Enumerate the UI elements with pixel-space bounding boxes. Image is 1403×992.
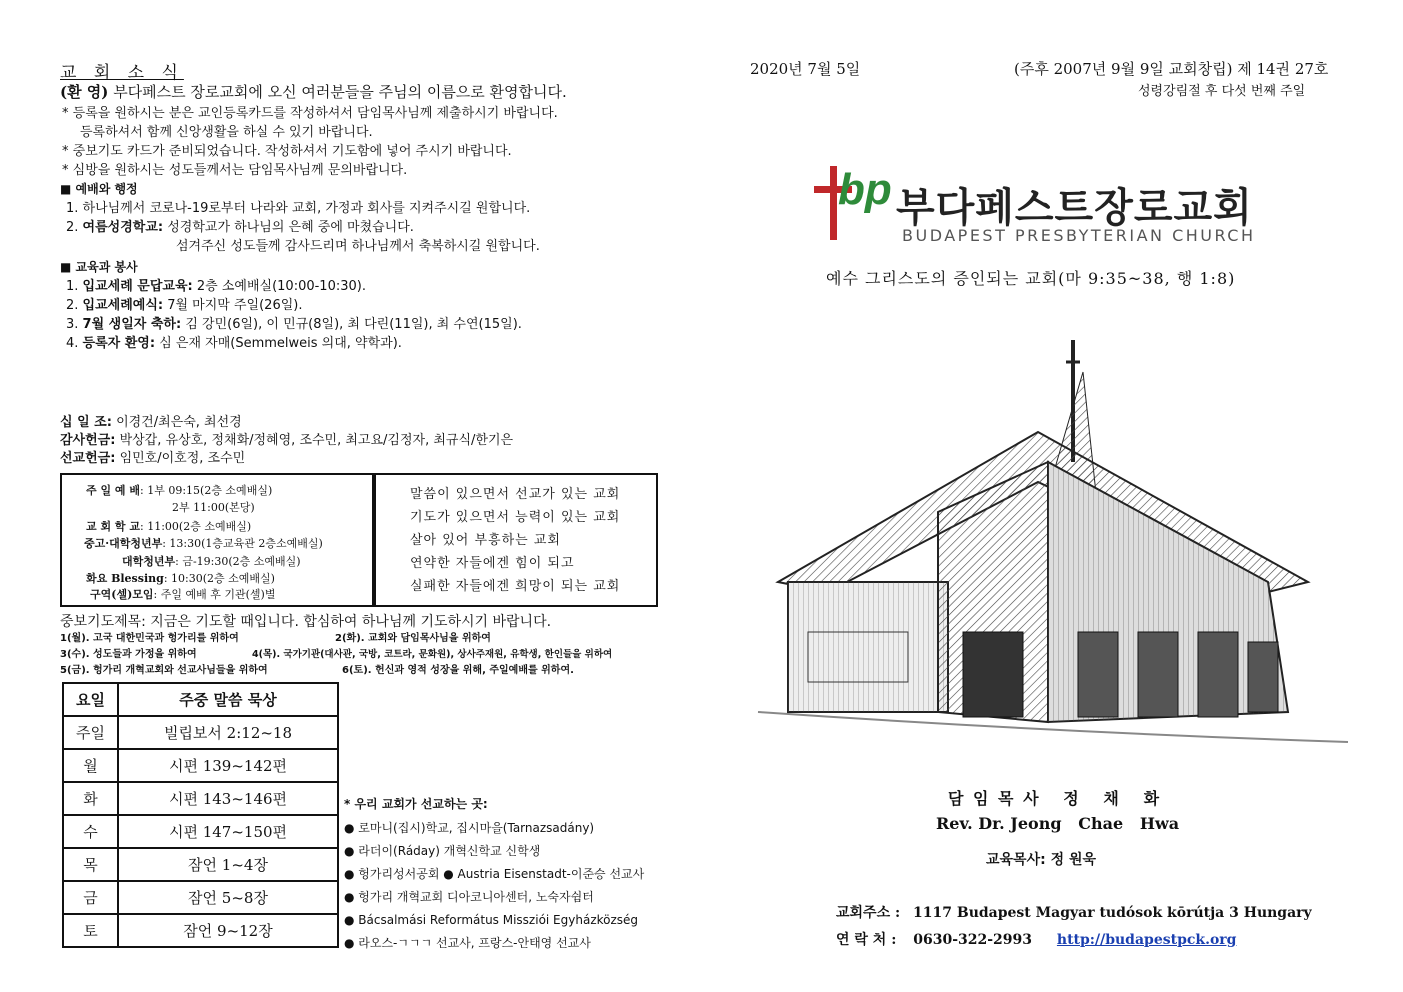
bulletin-date: 2020년 7월 5일	[750, 60, 861, 78]
church-name-ko: 부다페스트장로교회	[896, 185, 1253, 231]
senior-pastor-en: Rev. Dr. Jeong Chae Hwa	[936, 814, 1180, 833]
church-building-image	[748, 332, 1358, 750]
service-row: 구역(셀)모임: 주일 예배 후 기관(셀)별	[90, 588, 276, 601]
service-row: 주 일 예 배: 1부 09:15(2층 소예배실)	[86, 484, 273, 497]
prayer-line: 3(수). 성도들과 가정을 위하여 4(목). 국가기관(대사관, 국방, 코트라, 문화원), 상사주재원, 유학생, 한인들을 위하여	[60, 649, 613, 660]
education-pastor: 교육목사: 정 원욱	[986, 852, 1097, 868]
offering-row: 선교헌금: 임민호/이호정, 조수민	[60, 451, 246, 466]
table-header: 주중 말씀 묵상	[118, 683, 338, 716]
table-header: 요일	[63, 683, 118, 716]
logo-mark: bp	[838, 165, 892, 214]
mission-item: ● 로마니(집시)학교, 집시마을(Tarnazsadány)	[344, 821, 595, 835]
motto-line: 기도가 있으면서 능력이 있는 교회	[410, 510, 621, 525]
table-row: 토 잠언 9~12장	[63, 914, 338, 947]
senior-pastor-ko: 담 임 목 사 정 채 화	[948, 789, 1162, 808]
motto-line: 살아 있어 부흥하는 교회	[410, 533, 561, 548]
welcome-line	[60, 82, 567, 102]
mission-item: ● 헝가리 개혁교회 디아코니아센터, 노숙자쉼터	[344, 890, 594, 904]
list-item: 2. 여름성경학교: 성경학교가 하나님의 은혜 중에 마쳤습니다.	[66, 220, 414, 235]
prayer-line: 1(월). 고국 대한민국과 헝가리를 위하여 2(화). 교회와 담임목사님을 위하여	[60, 633, 491, 644]
welcome-items	[62, 104, 558, 180]
mission-list	[344, 817, 644, 955]
mission-item: ● 라더이(Ráday) 개혁신학교 신학생	[344, 844, 541, 858]
offerings	[60, 414, 513, 468]
welcome-text: 부다페스트 장로교회에 오신 여러분들을 주님의 이름으로 환영합니다.	[113, 83, 567, 101]
news-header: 교 회 소 식	[60, 63, 184, 83]
welcome-item: * 심방을 원하시는 성도들께서는 담임목사님께 문의바랍니다.	[62, 163, 408, 178]
service-row: 대학청년부: 금-19:30(2층 소예배실)	[122, 555, 301, 568]
motto-box	[374, 473, 658, 607]
mission-header: * 우리 교회가 선교하는 곳:	[344, 797, 488, 811]
issue-number: (주후 2007년 9월 9일 교회창립) 제 14권 27호	[1014, 60, 1329, 78]
welcome-tag: (환 영)	[60, 83, 109, 101]
contact-row	[836, 929, 1236, 949]
church-motto: 예수 그리스도의 증인되는 교회(마 9:35~38, 행 1:8)	[826, 269, 1236, 288]
contact-label: 연 락 처 :	[836, 932, 897, 948]
edu-header: ■ 교육과 봉사	[60, 260, 138, 274]
table-row: 수 시편 147~150편	[63, 815, 338, 848]
list-item: 섬겨주신 성도들께 감사드리며 하나님께서 축복하시길 원합니다.	[176, 239, 540, 254]
table-row: 월 시편 139~142편	[63, 749, 338, 782]
welcome-item: 등록하셔서 함께 신앙생활을 하실 수 있기 바랍니다.	[80, 125, 373, 140]
address-row	[836, 902, 1312, 922]
list-item: 3. 7월 생일자 축하: 김 강민(6일), 이 민규(8일), 최 다린(11일), 최 수연(15일).	[66, 317, 522, 332]
motto-line: 연약한 자들에겐 힘이 되고	[410, 556, 575, 571]
address-text: 1117 Budapest Magyar tudósok kōrútja 3 Hungary	[913, 905, 1312, 921]
motto-line: 실패한 자들에겐 희망이 되는 교회	[410, 579, 621, 594]
list-item: 2. 입교세례예식: 7월 마지막 주일(26일).	[66, 298, 303, 313]
table-row: 목 잠언 1~4장	[63, 848, 338, 881]
mission-item: ● Bácsalmási Református Missziói Egyházközség	[344, 913, 639, 927]
mission-item: ● 헝가리성서공회 ● Austria Eisenstadt-이준승 선교사	[344, 867, 645, 881]
address-label: 교회주소 :	[836, 905, 901, 921]
mission-item: ● 라오스-ㄱㄱㄱ 선교사, 프랑스-안태영 선교사	[344, 936, 591, 950]
service-row: 중고·대학청년부: 13:30(1층교육관 2층소예배실)	[84, 537, 323, 550]
website-link[interactable]: http://budapestpck.org	[1056, 932, 1237, 948]
offering-row: 십 일 조: 이경건/최은숙, 최선경	[60, 415, 242, 430]
church-name-en: BUDAPEST PRESBYTERIAN CHURCH	[902, 226, 1256, 245]
motto-line: 말씀이 있으면서 선교가 있는 교회	[410, 487, 621, 502]
service-row: 교 회 학 교: 11:00(2층 소예배실)	[86, 520, 252, 533]
offering-row: 감사헌금: 박상갑, 유상호, 정채화/정혜영, 조수민, 최고요/김정자, 최규식/한기은	[60, 433, 514, 448]
prayer-lines	[60, 631, 680, 679]
phone-number: 0630-322-2993	[913, 932, 1033, 948]
prayer-line: 5(금). 헝가리 개혁교회와 선교사님들을 위하여 6(토). 헌신과 영적 성장을 위해, 주일예배를 위하여.	[60, 665, 574, 676]
service-times-box	[60, 473, 374, 607]
welcome-item: * 중보기도 카드가 준비되었습니다. 작성하셔서 기도함에 넣어 주시기 바랍니다.	[62, 144, 512, 159]
table-row: 주일 빌립보서 2:12~18	[63, 716, 338, 749]
list-item: 1. 입교세례 문답교육: 2층 소예배실(10:00-10:30).	[66, 279, 366, 294]
welcome-item: * 등록을 원하시는 분은 교인등록카드를 작성하셔서 담임목사님께 제출하시기 바랍니다.	[62, 106, 558, 121]
list-item: 1. 하나님께서 코로나-19로부터 나라와 교회, 가정과 회사를 지켜주시길 원합니다.	[66, 201, 531, 216]
table-row: 화 시편 143~146편	[63, 782, 338, 815]
church-logo-icon	[812, 162, 892, 242]
liturgical-season: 성령강림절 후 다섯 번째 주일	[1138, 84, 1306, 99]
list-item: 4. 등록자 환영: 심 은재 자매(Semmelweis 의대, 약학과).	[66, 336, 402, 351]
prayer-title: 중보기도제목: 지금은 기도할 때입니다. 합심하여 하나님께 기도하시기 바랍니다.	[60, 614, 552, 630]
service-row: 화요 Blessing: 10:30(2층 소예배실)	[86, 572, 275, 585]
table-header-row	[63, 683, 338, 716]
worship-items	[66, 199, 540, 256]
meditation-table	[62, 682, 339, 948]
table-row: 금 잠언 5~8장	[63, 881, 338, 914]
service-row: 2부 11:00(본당)	[172, 501, 255, 514]
edu-items	[66, 277, 522, 353]
worship-header: ■ 예배와 행정	[60, 182, 138, 196]
